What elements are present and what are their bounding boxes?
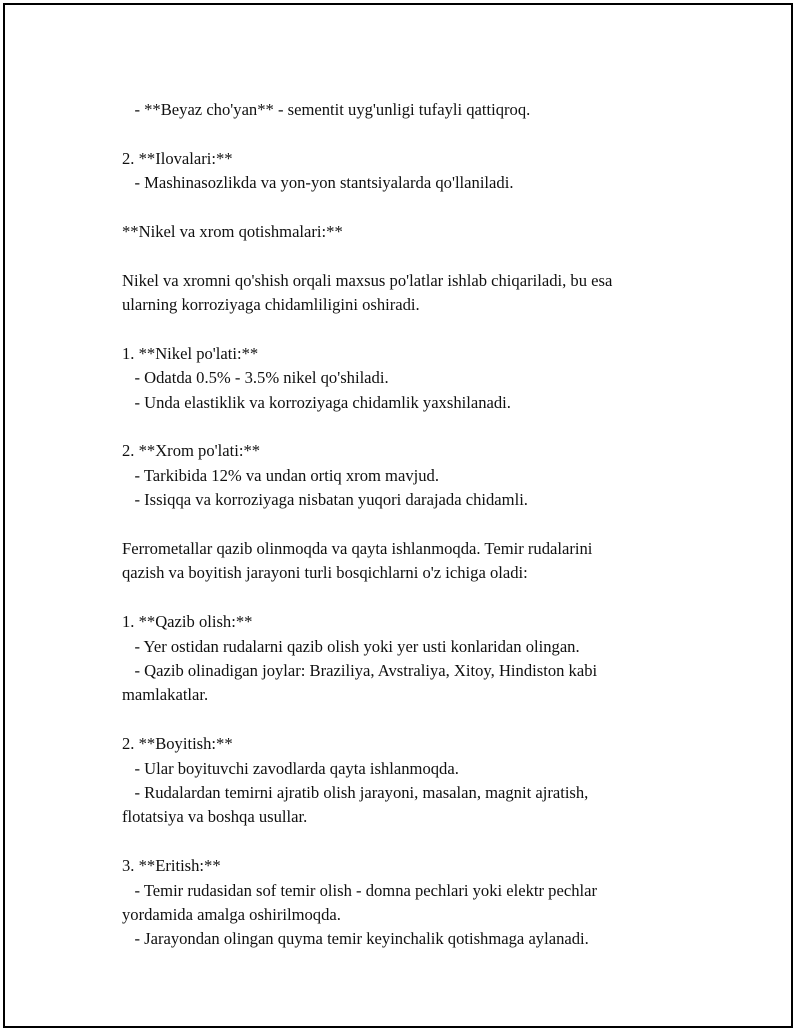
text-line bbox=[122, 244, 702, 268]
text-line bbox=[122, 513, 702, 537]
text-line bbox=[122, 586, 702, 610]
text-line bbox=[122, 318, 702, 342]
text-line: flotatsiya va boshqa usullar. bbox=[122, 807, 308, 827]
text-line: qazish va boyitish jarayoni turli bosqichlarni o'z ichiga oladi: bbox=[122, 563, 528, 583]
text-line bbox=[122, 122, 702, 146]
text-line: 2. **Ilovalari:** bbox=[122, 148, 233, 168]
text-line: - Mashinasozlikda va yon-yon stantsiyalarda qo'llaniladi. bbox=[122, 173, 514, 193]
text-line: - Rudalardan temirni ajratib olish jarayoni, masalan, magnit ajratish, bbox=[122, 782, 589, 802]
text-line bbox=[122, 708, 702, 732]
text-line: 3. **Eritish:** bbox=[122, 856, 221, 876]
text-line: - **Beyaz cho'yan** - sementit uyg'unligi tufayli qattiqroq. bbox=[122, 100, 531, 119]
text-line: mamlakatlar. bbox=[122, 685, 209, 705]
text-line: - Issiqqa va korroziyaga nisbatan yuqori darajada chidamli. bbox=[122, 490, 528, 510]
text-line: - Odatda 0.5% - 3.5% nikel qo'shiladi. bbox=[122, 368, 389, 388]
text-line: Nikel va xromni qo'shish orqali maxsus po'latlar ishlab chiqariladi, bu esa bbox=[122, 270, 613, 290]
text-line: - Temir rudasidan sof temir olish - domna pechlari yoki elektr pechlar bbox=[122, 880, 597, 900]
text-line: - Ular boyituvchi zavodlarda qayta ishlanmoqda. bbox=[122, 758, 459, 778]
text-line: yordamida amalga oshirilmoqda. bbox=[122, 904, 341, 924]
text-line: 1. **Qazib olish:** bbox=[122, 612, 253, 632]
text-line bbox=[122, 196, 702, 220]
text-line bbox=[122, 415, 702, 439]
page-frame bbox=[3, 3, 793, 1028]
text-line: ularning korroziyaga chidamliligini oshiradi. bbox=[122, 295, 420, 315]
document-text bbox=[122, 98, 702, 952]
text-line: - Qazib olinadigan joylar: Braziliya, Avstraliya, Xitoy, Hindiston kabi bbox=[122, 660, 598, 680]
text-line: - Jarayondan olingan quyma temir keyinchalik qotishmaga aylanadi. bbox=[122, 929, 589, 949]
text-line: Ferrometallar qazib olinmoqda va qayta ishlanmoqda. Temir rudalarini bbox=[122, 539, 593, 559]
text-line: 2. **Xrom po'lati:** bbox=[122, 441, 261, 461]
text-line: - Yer ostidan rudalarni qazib olish yoki yer usti konlaridan olingan. bbox=[122, 636, 580, 656]
text-line: - Unda elastiklik va korroziyaga chidamlik yaxshilanadi. bbox=[122, 392, 511, 412]
text-line: - Tarkibida 12% va undan ortiq xrom mavjud. bbox=[122, 465, 439, 485]
text-line: 2. **Boyitish:** bbox=[122, 734, 233, 754]
text-line bbox=[122, 830, 702, 854]
text-line: 1. **Nikel po'lati:** bbox=[122, 343, 259, 363]
text-line: **Nikel va xrom qotishmalari:** bbox=[122, 221, 343, 241]
